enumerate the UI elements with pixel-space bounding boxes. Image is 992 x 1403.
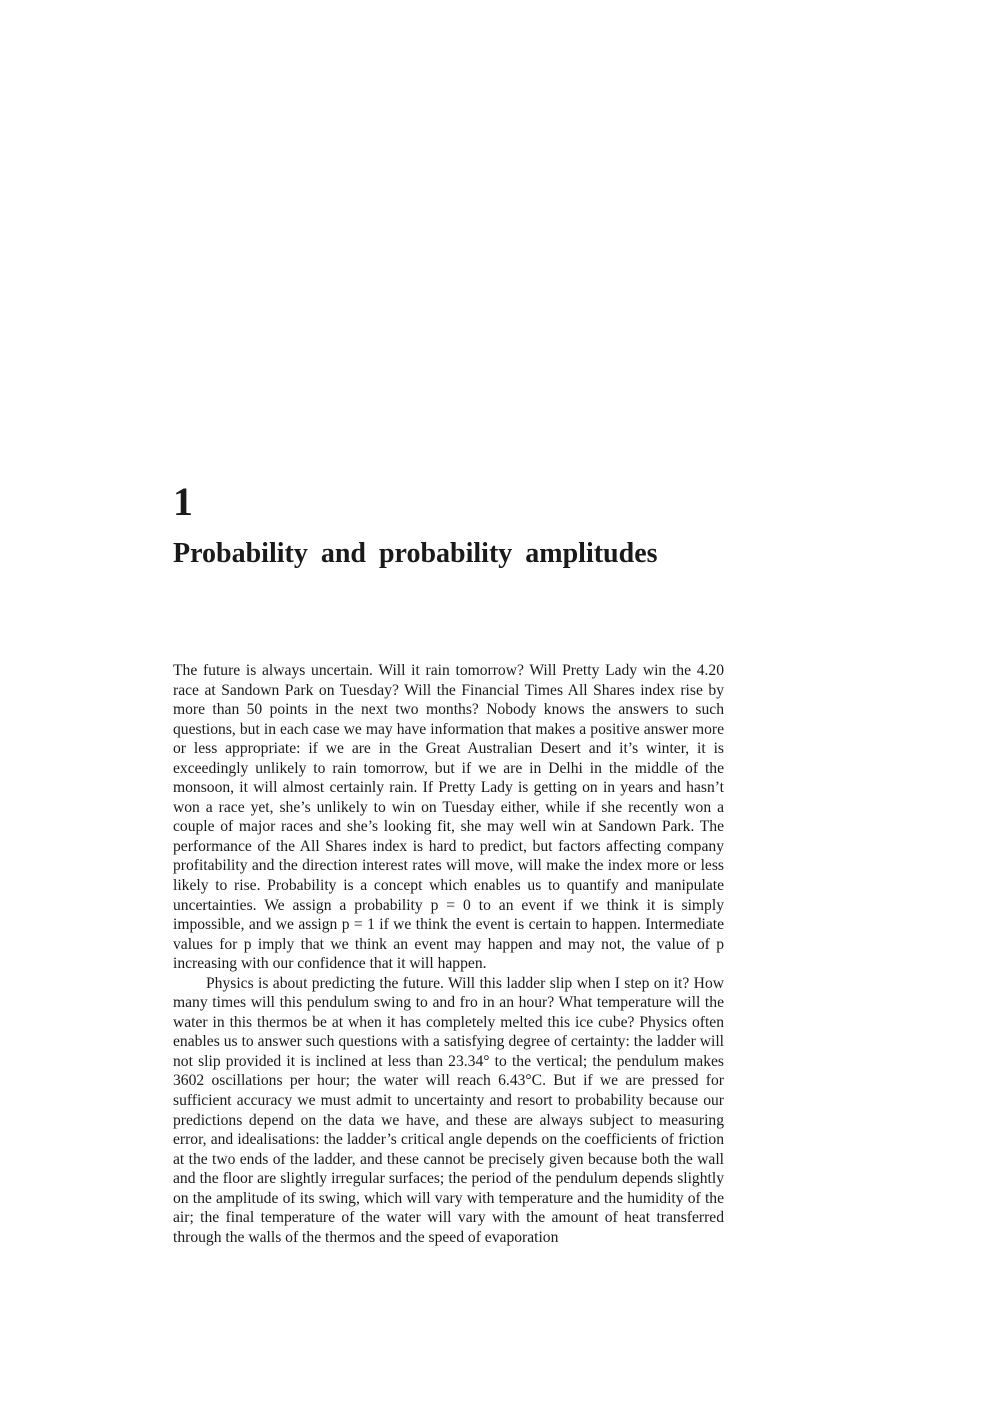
chapter-title: Probability and probability amplitudes: [173, 538, 658, 569]
paragraph-physics: Physics is about predicting the future. Will this ladder slip when I step on it? How many times will this pendulum swing to and fro in an hour? What temperature will the water in this thermos be at when it has completely melted this ice cube? Physics often enables us to answer such questions with a satisfying degree of certainty: the ladder will not slip provided it is inclined at less than 23.34° to the vertical; the pendulum makes 3602 oscillations per hour; the water will reach 6.43°C. But if we are pressed for sufficient accuracy we must admit to uncertainty and resort to probability because our predictions depend on the data we have, and these are always subject to measuring error, and idealisations: the ladder’s critical angle depends on the coefficients of friction at the two ends of the ladder, and these cannot be precisely given because both the wall and the floor are slightly irregular surfaces; the period of the pendulum depends slightly on the amplitude of its swing, which will vary with temperature and the humidity of the air; the final temperature of the water will vary with the amount of heat transferred through the walls of the thermos and the speed of evaporation: [173, 974, 724, 1246]
chapter-number: 1: [173, 479, 193, 524]
chapter-body: [173, 661, 724, 1247]
paragraph-intro: The future is always uncertain. Will it rain tomorrow? Will Pretty Lady win the 4.20 race at Sandown Park on Tuesday? Will the Financial Times All Shares index rise by more than 50 points in the next two months? Nobody knows the answers to such questions, but in each case we may have information that makes a positive answer more or less appropriate: if we are in the Great Australian Desert and it’s winter, it is exceedingly unlikely to rain tomorrow, but if we are in Delhi in the middle of the monsoon, it will almost certainly rain. If Pretty Lady is getting on in years and hasn’t won a race yet, she’s unlikely to win on Tuesday either, while if she recently won a couple of major races and she’s looking fit, she may well win at Sandown Park. The performance of the All Shares index is hard to predict, but factors affecting company profitability and the direction interest rates will move, will make the index more or less likely to rise. Probability is a concept which enables us to quantify and manipulate uncertainties. We assign a probability p = 0 to an event if we think it is simply impossible, and we assign p = 1 if we think the event is certain to happen. Intermediate values for p imply that we think an event may happen and may not, the value of p increasing with our confidence that it will happen.: [173, 662, 724, 973]
